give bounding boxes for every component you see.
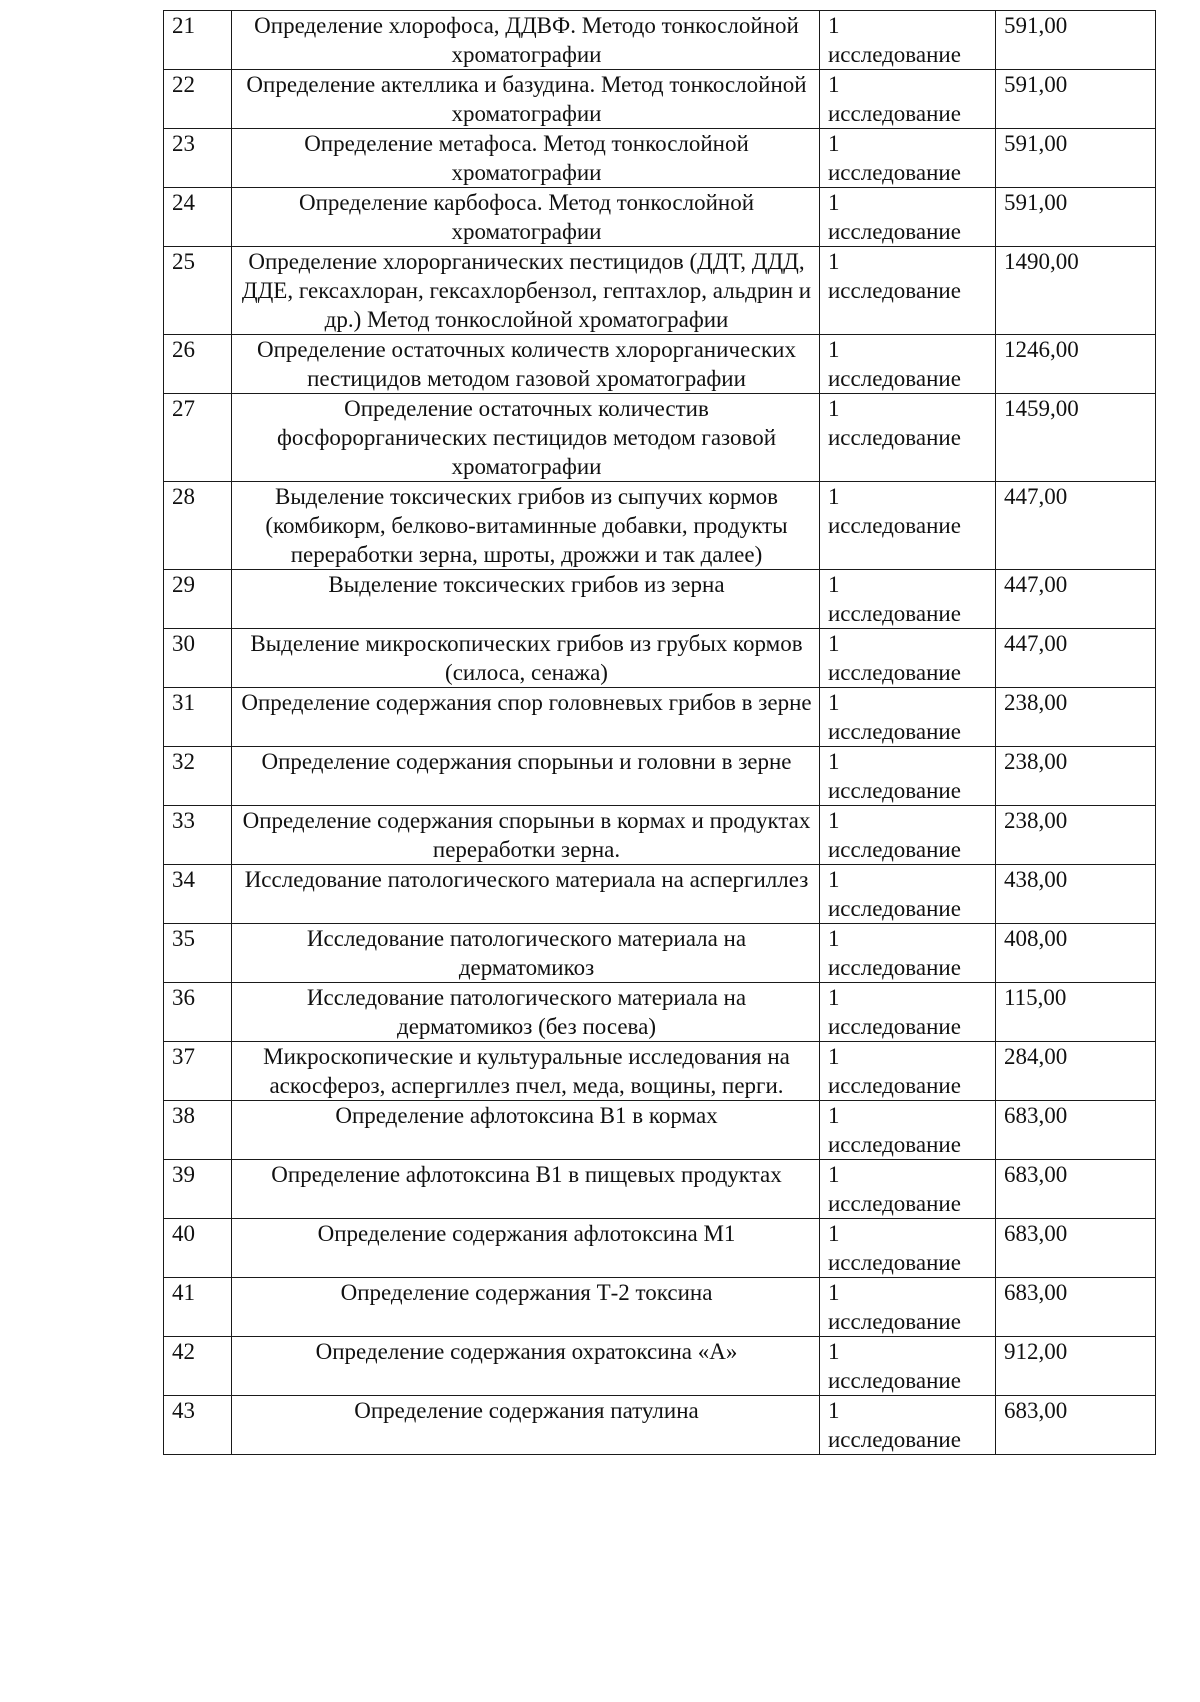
unit-count: 1 [828, 1221, 840, 1246]
unit-cell [820, 1101, 996, 1160]
unit-label: исследование [828, 42, 961, 67]
price: 447,00 [996, 482, 1156, 570]
unit-label: исследование [828, 1014, 961, 1039]
unit-count: 1 [828, 1044, 840, 1069]
unit-label: исследование [828, 719, 961, 744]
table-row [164, 1219, 1156, 1278]
row-number: 37 [164, 1042, 232, 1101]
unit-cell [820, 629, 996, 688]
row-number: 24 [164, 188, 232, 247]
unit-count: 1 [828, 749, 840, 774]
table-row [164, 247, 1156, 335]
price: 591,00 [996, 188, 1156, 247]
table-row [164, 70, 1156, 129]
service-name: Исследование патологического материала на дерматомикоз [232, 924, 820, 983]
unit-cell [820, 1042, 996, 1101]
price: 115,00 [996, 983, 1156, 1042]
unit-count: 1 [828, 1103, 840, 1128]
unit-cell [820, 924, 996, 983]
unit-cell [820, 1160, 996, 1219]
unit-cell [820, 747, 996, 806]
price-table-body [164, 11, 1156, 1455]
price: 438,00 [996, 865, 1156, 924]
row-number: 43 [164, 1396, 232, 1455]
table-row [164, 482, 1156, 570]
unit-count: 1 [828, 867, 840, 892]
row-number: 34 [164, 865, 232, 924]
unit-count: 1 [828, 13, 840, 38]
service-name: Определение содержания афлотоксина М1 [232, 1219, 820, 1278]
unit-cell [820, 129, 996, 188]
unit-cell [820, 1396, 996, 1455]
service-name: Определение хлорофоса, ДДВФ. Методо тонкослойной хроматографии [232, 11, 820, 70]
unit-count: 1 [828, 131, 840, 156]
unit-cell [820, 11, 996, 70]
unit-cell [820, 188, 996, 247]
service-name: Определение остаточных количестив фосфорорганических пестицидов методом газовой хроматографии [232, 394, 820, 482]
unit-label: исследование [828, 837, 961, 862]
row-number: 30 [164, 629, 232, 688]
unit-cell [820, 1278, 996, 1337]
service-name: Определение содержания охратоксина «А» [232, 1337, 820, 1396]
unit-label: исследование [828, 1250, 961, 1275]
table-row [164, 1396, 1156, 1455]
row-number: 35 [164, 924, 232, 983]
unit-count: 1 [828, 985, 840, 1010]
table-row [164, 129, 1156, 188]
table-row [164, 1101, 1156, 1160]
unit-cell [820, 335, 996, 394]
unit-label: исследование [828, 660, 961, 685]
unit-label: исследование [828, 513, 961, 538]
table-row [164, 1042, 1156, 1101]
unit-label: исследование [828, 896, 961, 921]
price: 591,00 [996, 70, 1156, 129]
row-number: 23 [164, 129, 232, 188]
table-row [164, 688, 1156, 747]
unit-count: 1 [828, 337, 840, 362]
table-row [164, 1337, 1156, 1396]
price: 408,00 [996, 924, 1156, 983]
unit-label: исследование [828, 778, 961, 803]
unit-count: 1 [828, 690, 840, 715]
unit-label: исследование [828, 1309, 961, 1334]
unit-label: исследование [828, 1073, 961, 1098]
row-number: 28 [164, 482, 232, 570]
service-name: Определение карбофоса. Метод тонкослойной хроматографии [232, 188, 820, 247]
unit-label: исследование [828, 101, 961, 126]
price: 284,00 [996, 1042, 1156, 1101]
unit-count: 1 [828, 190, 840, 215]
price: 912,00 [996, 1337, 1156, 1396]
price: 447,00 [996, 570, 1156, 629]
unit-label: исследование [828, 955, 961, 980]
service-name: Определение содержания Т-2 токсина [232, 1278, 820, 1337]
unit-cell [820, 70, 996, 129]
unit-cell [820, 570, 996, 629]
table-row [164, 570, 1156, 629]
unit-label: исследование [828, 1191, 961, 1216]
unit-cell [820, 983, 996, 1042]
row-number: 22 [164, 70, 232, 129]
unit-count: 1 [828, 249, 840, 274]
service-name: Определение актеллика и базудина. Метод тонкослойной хроматографии [232, 70, 820, 129]
service-name: Определение афлотоксина В1 в кормах [232, 1101, 820, 1160]
price: 238,00 [996, 747, 1156, 806]
table-row [164, 806, 1156, 865]
unit-label: исследование [828, 1132, 961, 1157]
table-row [164, 924, 1156, 983]
row-number: 33 [164, 806, 232, 865]
unit-label: исследование [828, 1368, 961, 1393]
table-row [164, 394, 1156, 482]
unit-count: 1 [828, 808, 840, 833]
unit-count: 1 [828, 572, 840, 597]
unit-cell [820, 1337, 996, 1396]
unit-cell [820, 1219, 996, 1278]
price: 683,00 [996, 1219, 1156, 1278]
price: 447,00 [996, 629, 1156, 688]
table-row [164, 1160, 1156, 1219]
unit-count: 1 [828, 72, 840, 97]
unit-label: исследование [828, 366, 961, 391]
price: 683,00 [996, 1160, 1156, 1219]
row-number: 29 [164, 570, 232, 629]
table-row [164, 188, 1156, 247]
row-number: 41 [164, 1278, 232, 1337]
unit-cell [820, 688, 996, 747]
unit-cell [820, 865, 996, 924]
service-name: Выделение токсических грибов из сыпучих кормов (комбикорм, белково-витаминные добавки, продукты переработки зерна, шроты, дрожжи и так далее) [232, 482, 820, 570]
unit-count: 1 [828, 1398, 840, 1423]
unit-label: исследование [828, 278, 961, 303]
table-row [164, 629, 1156, 688]
price: 1490,00 [996, 247, 1156, 335]
unit-cell [820, 482, 996, 570]
service-name: Определение хлорорганических пестицидов (ДДТ, ДДД, ДДЕ, гексахлоран, гексахлорбензол, гептахлор, альдрин и др.) Метод тонкослойной хроматографии [232, 247, 820, 335]
unit-cell [820, 806, 996, 865]
price: 591,00 [996, 129, 1156, 188]
unit-label: исследование [828, 219, 961, 244]
service-name: Определение содержания спорыньи в кормах и продуктах переработки зерна. [232, 806, 820, 865]
price: 1459,00 [996, 394, 1156, 482]
unit-label: исследование [828, 601, 961, 626]
service-name: Микроскопические и культуральные исследования на аскосфероз, аспергиллез пчел, меда, вощины, перги. [232, 1042, 820, 1101]
table-row [164, 865, 1156, 924]
table-row [164, 747, 1156, 806]
service-name: Исследование патологического материала на аспергиллез [232, 865, 820, 924]
service-name: Определение содержания спорыньи и головни в зерне [232, 747, 820, 806]
price: 238,00 [996, 806, 1156, 865]
unit-count: 1 [828, 631, 840, 656]
service-name: Определение остаточных количеств хлорорганических пестицидов методом газовой хроматографии [232, 335, 820, 394]
row-number: 31 [164, 688, 232, 747]
table-row [164, 983, 1156, 1042]
unit-label: исследование [828, 425, 961, 450]
unit-cell [820, 247, 996, 335]
service-name: Выделение микроскопических грибов из грубых кормов (силоса, сенажа) [232, 629, 820, 688]
unit-count: 1 [828, 1280, 840, 1305]
price: 1246,00 [996, 335, 1156, 394]
unit-count: 1 [828, 1339, 840, 1364]
service-name: Определение метафоса. Метод тонкослойной хроматографии [232, 129, 820, 188]
row-number: 38 [164, 1101, 232, 1160]
service-name: Исследование патологического материала на дерматомикоз (без посева) [232, 983, 820, 1042]
table-row [164, 1278, 1156, 1337]
unit-count: 1 [828, 926, 840, 951]
row-number: 42 [164, 1337, 232, 1396]
row-number: 25 [164, 247, 232, 335]
price: 683,00 [996, 1396, 1156, 1455]
unit-count: 1 [828, 396, 840, 421]
price: 683,00 [996, 1278, 1156, 1337]
table-row [164, 11, 1156, 70]
row-number: 39 [164, 1160, 232, 1219]
price: 591,00 [996, 11, 1156, 70]
price: 238,00 [996, 688, 1156, 747]
row-number: 40 [164, 1219, 232, 1278]
unit-count: 1 [828, 1162, 840, 1187]
service-name: Выделение токсических грибов из зерна [232, 570, 820, 629]
row-number: 26 [164, 335, 232, 394]
price: 683,00 [996, 1101, 1156, 1160]
unit-label: исследование [828, 1427, 961, 1452]
unit-count: 1 [828, 484, 840, 509]
row-number: 32 [164, 747, 232, 806]
service-name: Определение содержания спор головневых грибов в зерне [232, 688, 820, 747]
row-number: 27 [164, 394, 232, 482]
table-row [164, 335, 1156, 394]
service-name: Определение содержания патулина [232, 1396, 820, 1455]
unit-cell [820, 394, 996, 482]
row-number: 21 [164, 11, 232, 70]
row-number: 36 [164, 983, 232, 1042]
service-name: Определение афлотоксина В1 в пищевых продуктах [232, 1160, 820, 1219]
unit-label: исследование [828, 160, 961, 185]
price-table [163, 10, 1156, 1455]
